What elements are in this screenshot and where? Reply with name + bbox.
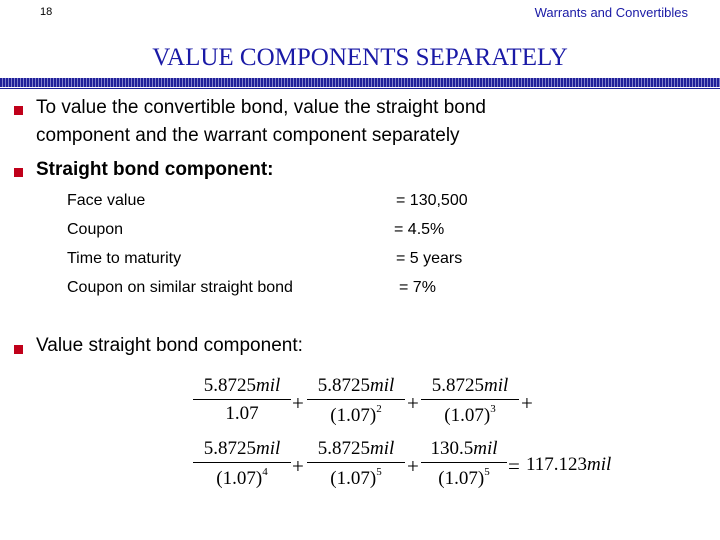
fraction-denominator: $(1.07)^2$ (330, 403, 382, 426)
title-divider-line (0, 88, 720, 89)
fraction-numerator: 5.8725mil (317, 375, 395, 396)
fraction-numerator: 5.8725mil (431, 375, 509, 396)
param-label-similar-coupon: Coupon on similar straight bond (67, 279, 293, 296)
bullet-heading-straight-bond: Straight bond component: (36, 159, 274, 180)
fraction-denominator: 1.07 (225, 403, 259, 424)
bullet-square-icon (14, 345, 23, 354)
fraction-bar (307, 399, 405, 400)
fraction-term-1 (193, 375, 291, 425)
fraction-bar (307, 462, 405, 463)
equation-result: 117.123mil (526, 454, 612, 475)
param-label-time-to-maturity: Time to maturity (67, 250, 182, 267)
fraction-denominator: $(1.07)^4$ (216, 466, 268, 489)
param-value-coupon: = 4.5% (394, 221, 445, 238)
fraction-bar (421, 462, 507, 463)
fraction-denominator: $(1.07)^5$ (330, 466, 382, 489)
fraction-numerator: 5.8725mil (317, 438, 395, 459)
fraction-denominator: $(1.07)^5$ (438, 466, 490, 489)
param-value-face-value: = 130,500 (396, 192, 468, 209)
fraction-denominator: $(1.07)^3$ (444, 403, 496, 426)
fraction-numerator: 130.5mil (430, 438, 498, 459)
fraction-term-3 (421, 375, 519, 427)
title-divider (0, 78, 720, 87)
bullet-text-value-straight-bond: Value straight bond component: (36, 335, 303, 356)
fraction-numerator: 5.8725mil (203, 438, 281, 459)
plus-sign: + (292, 391, 304, 415)
bullet-text-line1: To value the convertible bond, value the straight bond (36, 97, 486, 118)
bullet-text-line2: component and the warrant component separately (36, 125, 460, 146)
plus-sign: + (407, 391, 419, 415)
fraction-bar (421, 399, 519, 400)
equals-sign: = (508, 454, 520, 478)
param-value-similar-coupon: = 7% (399, 279, 436, 296)
header-title: Warrants and Convertibles (534, 5, 688, 20)
slide-number: 18 (40, 6, 53, 18)
plus-sign: + (521, 391, 533, 415)
fraction-numerator: 5.8725mil (203, 375, 281, 396)
fraction-bar (193, 462, 291, 463)
fraction-term-2 (307, 375, 405, 427)
fraction-term-6 (421, 438, 507, 490)
param-value-time-to-maturity: = 5 years (396, 250, 463, 267)
fraction-term-4 (193, 438, 291, 490)
bullet-square-icon (14, 106, 23, 115)
param-label-face-value: Face value (67, 192, 146, 209)
bullet-square-icon (14, 168, 23, 177)
fraction-term-5 (307, 438, 405, 490)
fraction-bar (193, 399, 291, 400)
slide-title: VALUE COMPONENTS SEPARATELY (152, 44, 568, 71)
param-label-coupon: Coupon (67, 221, 124, 238)
plus-sign: + (292, 454, 304, 478)
plus-sign: + (407, 454, 419, 478)
